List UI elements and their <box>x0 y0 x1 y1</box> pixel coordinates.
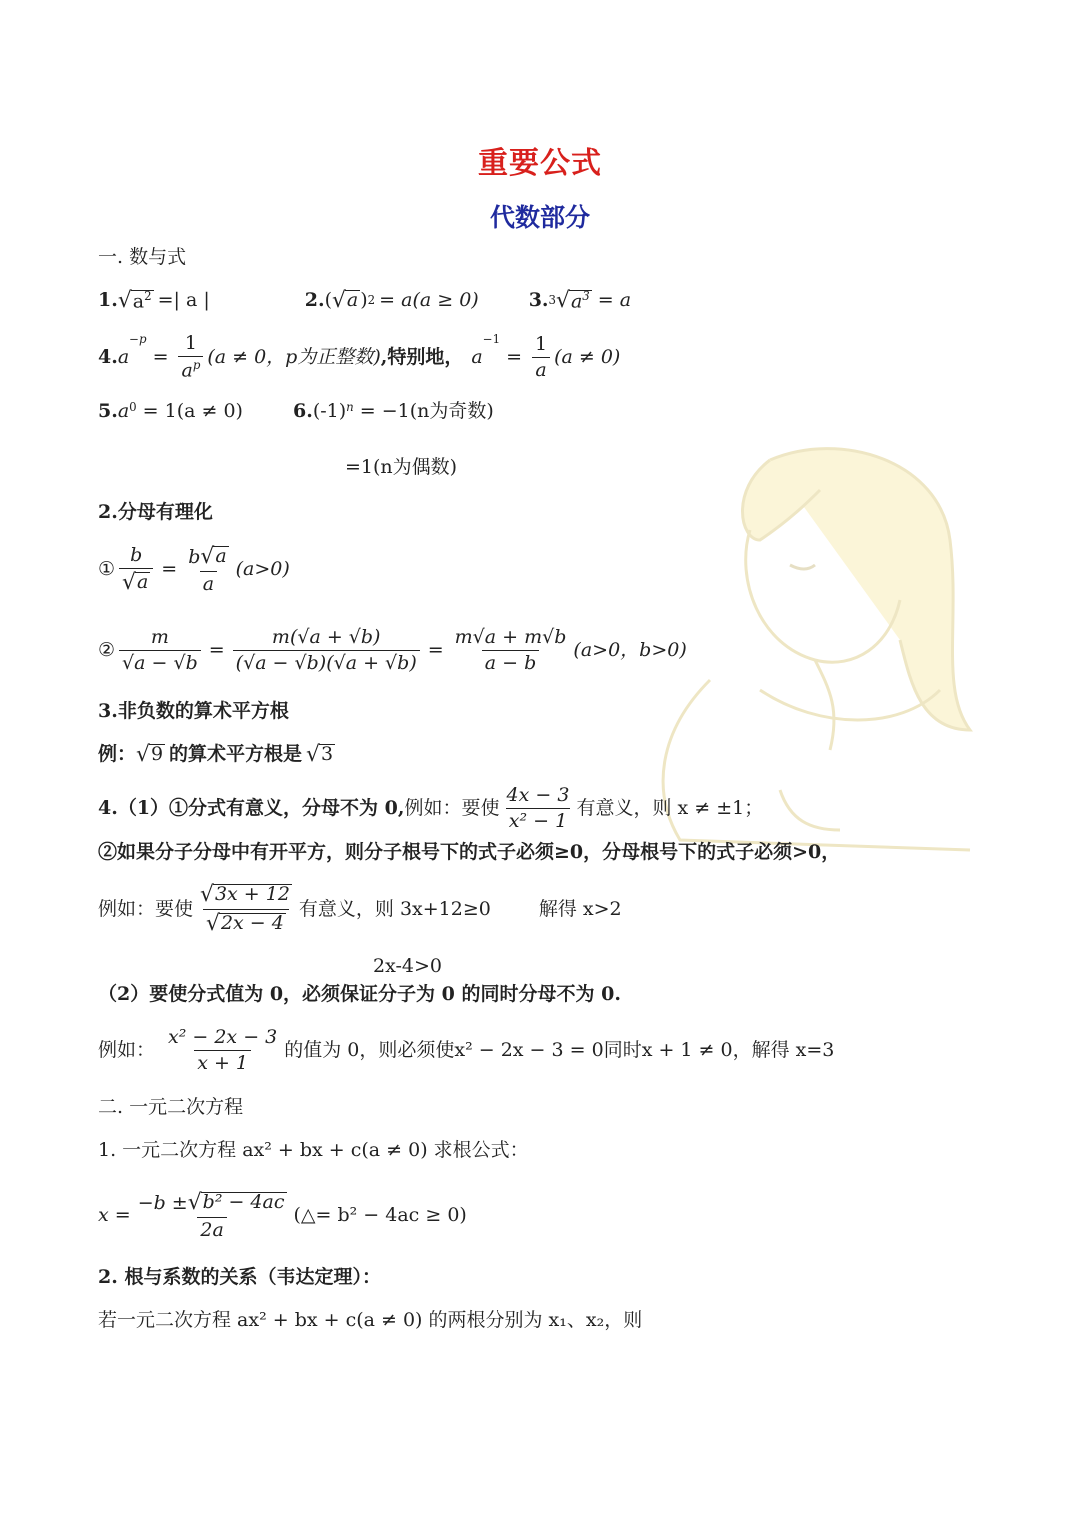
formula-row-4: 4. a −p = $\frac{1}{a^p}$ (a ≠ 0，p为正整数) ,特别地， a −1 = $\frac{1}{a}$ (a ≠ 0) <box>98 332 621 382</box>
section-heading: 3.非负数的算术平方根 <box>98 700 289 722</box>
quadratic-line-2: 2. 根与系数的关系（韦达定理）： <box>98 1266 381 1288</box>
rule-line-4: 2x-4>0 <box>373 955 442 977</box>
page-title: 重要公式 <box>478 146 602 181</box>
formula-row-5: 5. a 0 = 1(a ≠ 0) 6. (-1) n = −1(n为奇数) <box>98 400 494 422</box>
quadratic-formula: x = −b ± √ b² − 4ac 2a (△= b² − 4ac ≥ 0) <box>98 1190 467 1241</box>
rule-line-6: 例如： $\frac{\text{x² − 2x − 3}}{x + 1}$ 的值为 0，则必须使x² − 2x − 3 = 0同时x + 1 ≠ 0，解得 x=3 <box>98 1026 835 1074</box>
quadratic-line-3: 若一元二次方程 ax² + bx + c(a ≠ 0) 的两根分别为 x₁、x₂，则 <box>98 1309 643 1331</box>
rule-line-3: 例如：要使 √ 3x + 12 √ 2x − 4 有意义，则 3x+12≥0 解得 x>2 <box>98 882 622 936</box>
formula-row-6b: =1(n为偶数) <box>345 456 458 478</box>
rationalize-item-1: ① b √ a = b √ a a (a>0) <box>98 544 290 595</box>
section-heading: 一. 数与式 <box>98 246 187 268</box>
rationalize-item-2: ② $\frac{m}{√a - √b}$ = $\frac{m(√a + √b)}{(√a - √b)(√a + √b)}$ = $\frac{m√a + m√b}{a - b}$ (a>0，b>0) <box>98 626 687 674</box>
formula-row-1: 1. √ $a^2$ =| a | 2. ( √ a ) 2 = a(a ≥ 0) 3. 3 √ $a^3$ = a <box>98 288 632 313</box>
example-line: 例： √ 9 的算术平方根是 √ 3 <box>98 742 334 767</box>
quadratic-line-1: 1. 一元二次方程 ax² + bx + c(a ≠ 0) 求根公式： <box>98 1139 529 1161</box>
rule-line-1: 4.（1）①分式有意义，分母不为 0, 例如：要使 $\frac{4x - 3}{\text{x² − 1}}$ 有意义，则 x ≠ ±1； <box>98 784 764 832</box>
rule-line-2: ②如果分子分母中有开平方，则分子根号下的式子必须≥0，分母根号下的式子必须>0， <box>98 841 841 863</box>
section-heading: 2.分母有理化 <box>98 501 213 523</box>
page-subtitle: 代数部分 <box>489 203 590 232</box>
section-heading: 二. 一元二次方程 <box>98 1096 244 1118</box>
rule-line-5: （2）要使分式值为 0，必须保证分子为 0 的同时分母不为 0. <box>98 983 621 1005</box>
